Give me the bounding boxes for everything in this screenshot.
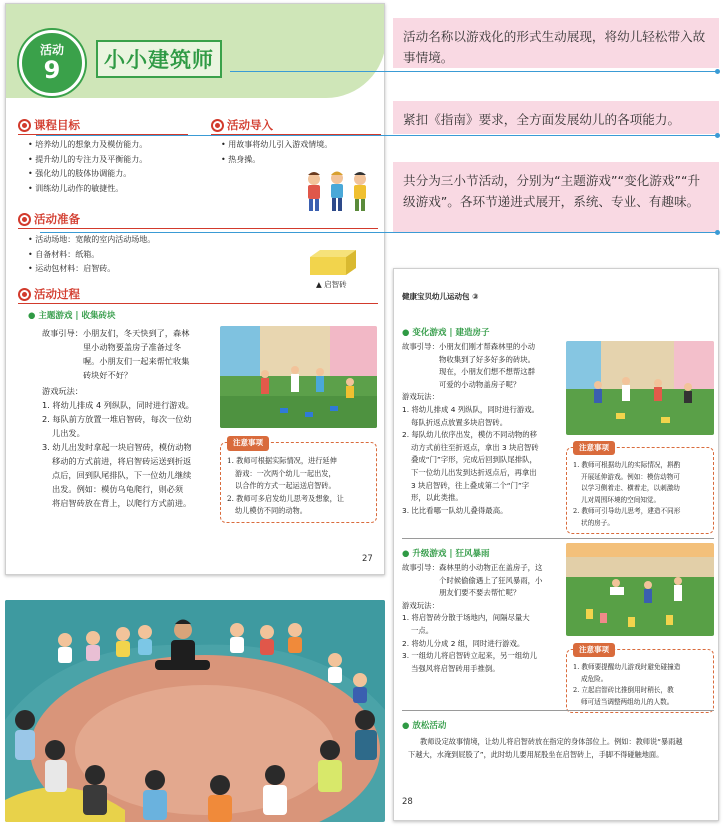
list-item: • 训练幼儿动作的敏捷性。 [28, 182, 147, 197]
upgrade-notes-box [566, 645, 714, 713]
step-line: 2. 每队幼儿依序出发，模仿不同动物的移 [402, 430, 538, 440]
story-line: 个时候偷偷遇上了狂风暴雨，小 [438, 575, 543, 585]
story-label: 故事引导： [402, 342, 439, 351]
change-game-name: 建造房子 [455, 328, 490, 338]
note-line: 开展延伸游戏。例如：模仿动物可 [581, 472, 680, 481]
note-line: 师可适当调整两组幼儿的人数。 [581, 697, 674, 706]
page-number: 27 [362, 554, 373, 564]
brick-caption: ▲ 启智砖 [316, 280, 347, 289]
note-line: 以合作的方式一起运送启智砖。 [235, 481, 336, 490]
story-label: 故事引导： [402, 563, 439, 572]
goals-heading [18, 117, 80, 133]
callout-text: 活动名称以游戏化的形式生动展现，将幼儿轻松带入故事情境。 [403, 29, 706, 65]
callout-3-dot [715, 230, 720, 235]
intro-list [221, 138, 332, 167]
story-line: 物收集到了好多好多的砖块。 [438, 354, 536, 364]
activity-number: 9 [43, 56, 61, 84]
upgrade-game-title: 升级游戏 [412, 549, 447, 559]
page-header: 健康宝贝幼儿运动包 ③ [402, 292, 479, 301]
activity-title: 小小建筑师 [96, 40, 222, 78]
children-illustration [302, 169, 372, 214]
step-line: 2. 每队前方放置一堆启智砖，每次一位幼 [42, 414, 192, 424]
step-line: 动方式前往至折返点，拿出 3 块启智砖 [411, 442, 539, 452]
note-line: 2. 教师可引导幼儿思考，建造不同形 [573, 507, 681, 515]
note-line: 2. 教师可多启发幼儿思考及想象，让 [227, 493, 344, 503]
story-line: 朋友们要不要去帮忙呢？ [438, 588, 521, 598]
change-game-photo [566, 341, 714, 435]
step-line: 1. 将幼儿排成 4 列纵队，同时进行游戏。 [42, 400, 194, 410]
note-line: 儿对周围环境的空间知觉。 [581, 495, 661, 504]
step-line: 叠成“门”字形，完成后回到队尾排队， [411, 455, 537, 465]
story-line: 小朋友们，冬天快到了，森林 [82, 328, 190, 338]
theme-game-story [42, 326, 218, 510]
story-line: 喔。小朋友们一起来帮忙收集 [82, 356, 190, 366]
goals-heading-text: 课程目标 [34, 118, 80, 132]
step-line: 当强风将启智砖用手推倒。 [411, 663, 500, 673]
upgrade-game-subhead: ● 升级游戏 | 狂风暴雨 [402, 549, 490, 559]
list-item: • 热身操。 [221, 153, 332, 168]
story-line: 现在，小朋友们想不想帮这群 [438, 367, 536, 377]
change-notes-box [566, 443, 714, 534]
step-line: 点后，回到队尾排队，下一位幼儿继续 [52, 470, 192, 480]
football-icon [211, 119, 224, 132]
step-line: 2. 将幼儿分成 2 组，同时进行游戏。 [402, 638, 525, 648]
note-line: 幼儿模仿不同的动物。 [235, 506, 307, 515]
football-icon [18, 288, 31, 301]
section-divider [402, 710, 714, 711]
intro-heading-text: 活动导入 [227, 118, 273, 132]
relax-text [408, 735, 714, 761]
callout-2 [393, 101, 719, 134]
gym-photo [220, 326, 377, 428]
story-label: 故事引导： [42, 328, 83, 338]
process-heading-text: 活动过程 [34, 287, 80, 301]
football-icon [18, 119, 31, 132]
story-line: 里小动物要盖房子准备过冬 [82, 342, 182, 352]
callout-2-dot [715, 133, 720, 138]
relax-line: 教师设定故事情境，让幼儿将启智砖放在指定的身体部位上。例如：教师说“暴雨越 [420, 737, 683, 746]
theme-game-name: 收集砖块 [81, 311, 116, 321]
step-line: 1. 将幼儿排成 4 列纵队，同时进行游戏。 [402, 404, 540, 414]
callout-2-connector [36, 135, 716, 136]
process-heading [18, 286, 80, 302]
list-item: • 强化幼儿的肢体协调能力。 [28, 167, 147, 182]
step-line: 1. 将启智砖分散于场地内，间隔尽量大 [402, 613, 530, 623]
book-page-27 [5, 3, 385, 575]
callout-1 [393, 18, 719, 68]
relax-title: 放松活动 [412, 721, 447, 731]
prep-heading-text: 活动准备 [34, 212, 80, 226]
notes-tag: 注意事项 [573, 643, 615, 657]
callout-3 [393, 162, 719, 232]
story-line: 小朋友们刚才帮森林里的小动 [438, 342, 536, 351]
goals-list [28, 138, 147, 196]
callout-1-dot [715, 69, 720, 74]
step-line: 3. 一组幼儿将启智砖立起来，另一组幼儿 [402, 651, 538, 661]
book-page-28 [393, 268, 719, 821]
upgrade-game-photo [566, 543, 714, 636]
play-label: 游戏玩法： [402, 392, 439, 402]
note-line: 以学习侧着走、横着走，以刺激幼 [581, 484, 680, 492]
step-line: 儿出发。 [52, 428, 85, 438]
change-game-text [402, 341, 564, 517]
step-line: 3. 比比看哪一队幼儿叠得最高。 [402, 505, 508, 515]
intro-heading [211, 117, 273, 133]
prep-underline [18, 228, 378, 229]
note-line: 1. 教师可根据实际情况，进行延伸 [227, 456, 337, 465]
activity-label: 活动 [39, 43, 64, 57]
page-number: 28 [402, 797, 413, 807]
activity-badge [19, 30, 85, 96]
callout-text: 紧扣《指南》要求，全方面发展幼儿的各项能力。 [403, 112, 681, 127]
process-underline [18, 303, 378, 304]
change-game-title: 变化游戏 [412, 328, 447, 338]
step-line: 3 块启智砖，往上叠成第二个“门”字 [411, 480, 530, 490]
story-line: 砖块好不好？ [82, 370, 133, 380]
list-item: • 自备材料：纸箱。 [28, 248, 155, 263]
step-line: 将启智砖放在背上，以爬行方式前进。 [52, 498, 192, 508]
theme-game-title: 主题游戏 [38, 311, 73, 321]
list-item: • 用故事将幼儿引入游戏情境。 [221, 138, 332, 153]
callout-text: 共分为三小节活动，分别为“主题游戏”“变化游戏”“升级游戏”。各环节递进式展开，系统、专业、有趣味。 [403, 173, 701, 209]
notes-tag: 注意事项 [573, 441, 615, 455]
note-line: 1. 教师要提醒幼儿游戏时避免碰撞造 [573, 663, 681, 671]
step-line: 出发。例如：模仿乌龟爬行，则必须 [52, 484, 184, 494]
note-line: 状的房子。 [581, 518, 614, 527]
list-item: • 活动场地：宽敞的室内活动场地。 [28, 233, 155, 248]
relax-subhead: ● 放松活动 [402, 721, 447, 731]
step-line: 3. 幼儿出发时拿起一块启智砖，模仿动物 [42, 442, 192, 452]
brick-illustration [306, 247, 358, 277]
step-line: 每队折返点放置多块启智砖。 [411, 417, 508, 427]
callout-1-connector [230, 71, 716, 72]
note-line: 游戏：一次两个幼儿一起出发， [235, 468, 336, 478]
note-line: 2. 立起启智砖比推倒用时稍长，教 [573, 686, 674, 694]
section-divider [402, 538, 714, 539]
note-line: 成危险。 [581, 674, 608, 683]
outdoor-circle-photo [5, 600, 385, 822]
theme-game-subhead: ● 主题游戏 | 收集砖块 [28, 311, 116, 321]
upgrade-game-name: 狂风暴雨 [455, 549, 490, 559]
step-line: 形，以此类推。 [411, 493, 463, 503]
change-game-subhead: ● 变化游戏 | 建造房子 [402, 328, 490, 338]
story-line: 森林里的小动物正在盖房子，这 [438, 563, 543, 572]
step-line: 一点。 [411, 625, 434, 635]
play-label: 游戏玩法： [402, 600, 439, 610]
note-line: 1. 教师可根据幼儿的实际情况，斟酌 [573, 461, 681, 469]
relax-line: 下越大，水淹到屁股了”，此时幼儿要用屁股坐在启智砖上，手脚不得碰触地面。 [408, 750, 664, 759]
notes-tag: 注意事项 [227, 436, 269, 451]
upgrade-game-text [402, 562, 564, 675]
football-icon [18, 213, 31, 226]
list-item: • 提升幼儿的专注力及平衡能力。 [28, 153, 147, 168]
list-item: • 培养幼儿的想象力及模仿能力。 [28, 138, 147, 153]
callout-3-connector [40, 232, 716, 233]
step-line: 下一位幼儿出发到达折返点后，再拿出 [411, 467, 537, 477]
play-label: 游戏玩法： [42, 386, 83, 396]
notes-box [220, 438, 377, 523]
prep-heading [18, 211, 80, 227]
list-item: • 运动包材料：启智砖。 [28, 262, 155, 277]
story-line: 可爱的小动物盖房子呢？ [438, 379, 521, 389]
prep-list [28, 233, 155, 277]
step-line: 移动的方式前进，将启智砖运送到折返 [52, 456, 192, 466]
